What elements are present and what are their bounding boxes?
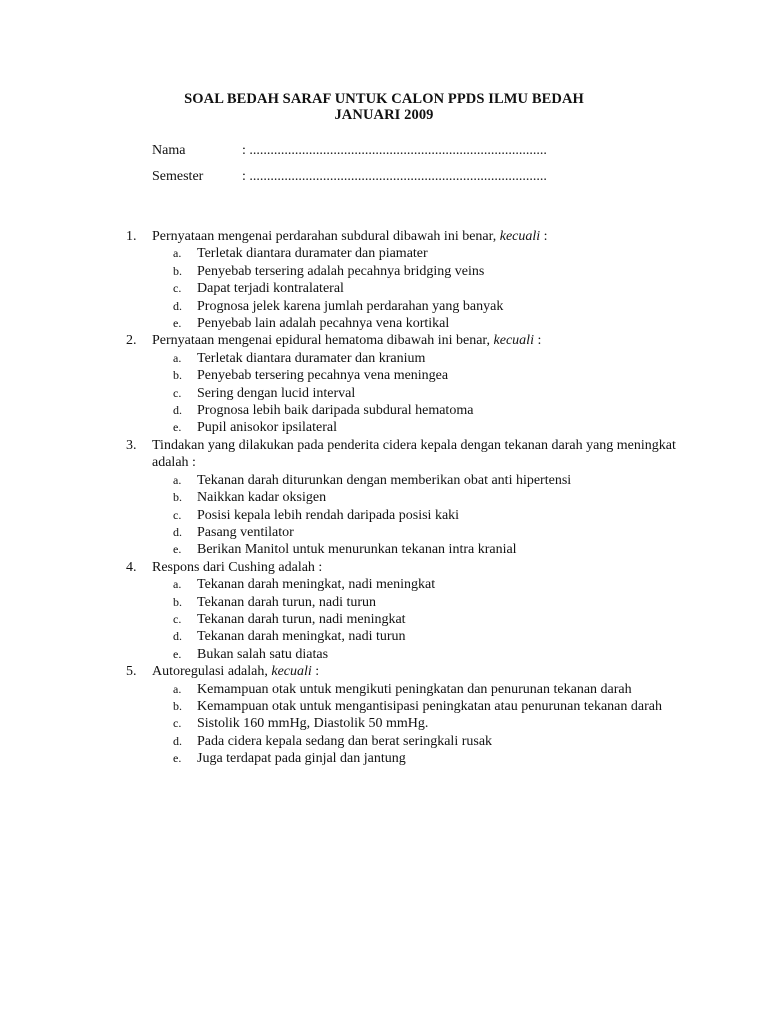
option-item: c. Sering dengan lucid interval (173, 385, 356, 401)
option-item: c. Dapat terjadi kontralateral (173, 281, 344, 297)
question-text: Pernyataan mengenai perdarahan subdural dibawah ini benar, kecuali : (152, 229, 548, 244)
name-label: Nama (152, 143, 186, 158)
option-list (152, 576, 682, 663)
question-text: Pernyataan mengenai epidural hematoma dibawah ini benar, kecuali : (152, 333, 542, 349)
question-2 (126, 332, 682, 436)
option-item: a. Tekanan darah diturunkan dengan memberikan obat anti hipertensi (173, 472, 572, 488)
question-number: 3. (126, 437, 137, 453)
option-item: d. Prognosa lebih baik daripada subdural hematoma (173, 403, 474, 419)
option-item: d. Pasang ventilator (173, 524, 294, 540)
question-text: Tindakan yang dilakukan pada penderita cidera kepala dengan tekanan darah yang meningkat adalah : (152, 437, 676, 471)
option-item: e. Berikan Manitol untuk menurunkan tekanan intra kranial (173, 542, 517, 558)
name-blank-line: : ..................................................................................... (242, 143, 547, 158)
option-item: d. Prognosa jelek karena jumlah perdarahan yang banyak (173, 298, 504, 314)
option-list (152, 350, 682, 437)
semester-blank-line: : ..................................................................................... (242, 169, 547, 184)
question-list (126, 228, 682, 768)
semester-field (152, 169, 547, 185)
document-subtitle-date: JANUARI 2009 (334, 107, 434, 123)
question-number: 2. (126, 333, 137, 349)
option-item: b. Penyebab tersering adalah pecahnya bridging veins (173, 263, 485, 279)
question-4 (126, 559, 682, 663)
question-1 (126, 228, 682, 332)
option-item: b. Naikkan kadar oksigen (173, 490, 327, 506)
option-item: d. Pada cidera kepala sedang dan berat seringkali rusak (173, 733, 493, 749)
option-item: a. Terletak diantara duramater dan piamater (173, 246, 428, 262)
question-number: 1. (126, 229, 137, 244)
option-item: c. Sistolik 160 mmHg, Diastolik 50 mmHg. (173, 716, 429, 732)
question-text: Autoregulasi adalah, kecuali : (152, 664, 320, 680)
option-item: a. Tekanan darah meningkat, nadi meningkat (173, 577, 436, 593)
question-3 (126, 437, 682, 559)
question-text: Respons dari Cushing adalah : (152, 559, 323, 575)
option-item: e. Juga terdapat pada ginjal dan jantung (173, 751, 406, 767)
question-5 (126, 663, 682, 767)
question-number: 5. (126, 664, 137, 680)
semester-label: Semester (152, 169, 204, 184)
option-list (152, 245, 682, 332)
option-item: d. Tekanan darah meningkat, nadi turun (173, 629, 406, 645)
option-list (152, 681, 682, 768)
option-item: c. Tekanan darah turun, nadi meningkat (173, 611, 406, 627)
document-title: SOAL BEDAH SARAF UNTUK CALON PPDS ILMU BEDAH (184, 91, 584, 107)
question-number: 4. (126, 559, 137, 575)
option-item: a. Kemampuan otak untuk mengikuti peningkatan dan penurunan tekanan darah (173, 681, 632, 697)
option-list (152, 472, 682, 559)
option-item: a. Terletak diantara duramater dan kranium (173, 350, 426, 366)
option-item: b. Kemampuan otak untuk mengantisipasi peningkatan atau penurunan tekanan darah (173, 698, 662, 714)
option-item: e. Pupil anisokor ipsilateral (173, 420, 337, 436)
option-item: c. Posisi kepala lebih rendah daripada posisi kaki (173, 507, 460, 523)
option-item: e. Penyebab lain adalah pecahnya vena kortikal (173, 316, 450, 332)
option-item: b. Penyebab tersering pecahnya vena meningea (173, 368, 449, 384)
option-item: e. Bukan salah satu diatas (173, 646, 329, 662)
option-item: b. Tekanan darah turun, nadi turun (173, 594, 377, 610)
name-field (152, 143, 547, 159)
